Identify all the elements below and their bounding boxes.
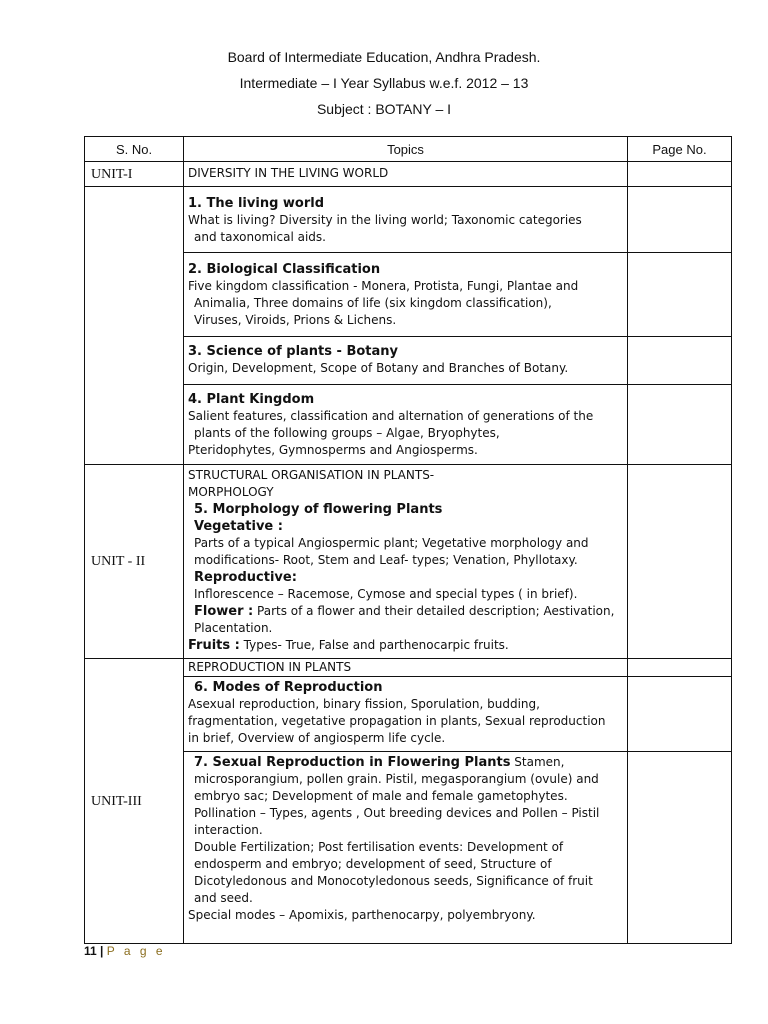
topic-text: plants of the following groups – Algae, Bryophytes, xyxy=(194,426,500,440)
table-row xyxy=(85,659,732,677)
topic-text: Special modes – Apomixis, parthenocarpy, polyembryony. xyxy=(188,908,536,922)
topic-text: and seed. xyxy=(194,891,253,905)
topic-text: Parts of a flower and their detailed description; Aestivation, xyxy=(253,604,615,618)
page-footer xyxy=(84,944,166,958)
topic-text: in brief, Overview of angiosperm life cycle. xyxy=(188,731,446,745)
unit-label: UNIT-III xyxy=(85,659,184,944)
page-number: 11 | xyxy=(84,944,104,958)
topic-title: 6. Modes of Reproduction xyxy=(194,680,383,695)
topic-text: Salient features, classification and alternation of generations of the xyxy=(188,409,594,423)
topic-text xyxy=(188,603,623,620)
topic-text: Asexual reproduction, binary fission, Sporulation, budding, xyxy=(188,697,540,711)
topic-text: Dicotyledonous and Monocotyledonous seeds, Significance of fruit xyxy=(194,874,593,888)
topic-text xyxy=(188,637,623,654)
topic-text: embryo sac; Development of male and female gametophytes. xyxy=(194,789,568,803)
table-row xyxy=(85,162,732,187)
section-title: MORPHOLOGY xyxy=(188,485,274,499)
topic-text: Double Fertilization; Post fertilisation events: Development of xyxy=(194,840,564,854)
page-cell xyxy=(628,337,732,385)
topic-text: Viruses, Viroids, Prions & Lichens. xyxy=(194,313,397,327)
topic-title: 4. Plant Kingdom xyxy=(188,392,315,407)
topic-title: 5. Morphology of flowering Plants xyxy=(194,502,443,517)
page-cell xyxy=(628,162,732,187)
topic-text: Five kingdom classification - Monera, Protista, Fungi, Plantae and xyxy=(188,279,579,293)
topic-cell xyxy=(184,752,628,944)
section-title: STRUCTURAL ORGANISATION IN PLANTS- xyxy=(188,468,435,482)
subheading: Vegetative : xyxy=(194,519,283,534)
table-row xyxy=(85,187,732,253)
page-cell xyxy=(628,187,732,253)
topic-cell xyxy=(184,465,628,659)
topics-header: Topics xyxy=(184,137,628,162)
topic-text: Origin, Development, Scope of Botany and Branches of Botany. xyxy=(188,361,569,375)
topic-text: endosperm and embryo; development of seed, Structure of xyxy=(194,857,552,871)
topic-title: 7. Sexual Reproduction in Flowering Plants xyxy=(194,755,511,770)
topic-text: interaction. xyxy=(194,823,263,837)
topic-text: Parts of a typical Angiospermic plant; Vegetative morphology and xyxy=(194,536,589,550)
topic-cell xyxy=(184,385,628,465)
page-cell xyxy=(628,677,732,752)
table-row xyxy=(85,465,732,659)
page-word: P a g e xyxy=(106,944,166,958)
syllabus-title: Intermediate – I Year Syllabus w.e.f. 2012 – 13 xyxy=(239,75,529,91)
topic-cell xyxy=(184,677,628,752)
topic-text: modifications- Root, Stem and Leaf- types; Venation, Phyllotaxy. xyxy=(194,553,578,567)
syllabus-table xyxy=(84,136,732,944)
topic-text: Animalia, Three domains of life (six kingdom classification), xyxy=(194,296,552,310)
page-header: Page No. xyxy=(628,137,732,162)
topic-text: Stamen, xyxy=(510,755,565,769)
table-header-row xyxy=(85,137,732,162)
topic-text: microsporangium, pollen grain. Pistil, megasporangium (ovule) and xyxy=(194,772,599,786)
unit-cell-empty xyxy=(85,187,184,465)
section-title: REPRODUCTION IN PLANTS xyxy=(184,659,628,677)
topic-title: 3. Science of plants - Botany xyxy=(188,344,399,359)
topic-text: Pollination – Types, agents , Out breeding devices and Pollen – Pistil xyxy=(194,806,600,820)
topic-cell xyxy=(184,337,628,385)
page-cell xyxy=(628,659,732,677)
subheading: Fruits : xyxy=(188,638,240,653)
topic-text: What is living? Diversity in the living world; Taxonomic categories xyxy=(188,213,582,227)
topic-text: Pteridophytes, Gymnosperms and Angiosperms. xyxy=(188,443,478,457)
section-title: DIVERSITY IN THE LIVING WORLD xyxy=(184,162,628,187)
page-cell xyxy=(628,465,732,659)
topic-text xyxy=(188,754,623,771)
unit-label: UNIT - II xyxy=(85,465,184,659)
page-cell xyxy=(628,752,732,944)
subheading: Flower : xyxy=(194,604,254,619)
topic-text: fragmentation, vegetative propagation in plants, Sexual reproduction xyxy=(188,714,606,728)
sno-header: S. No. xyxy=(85,137,184,162)
page-cell xyxy=(628,385,732,465)
topic-title: 1. The living world xyxy=(188,196,325,211)
page-cell xyxy=(628,253,732,337)
subject-title: Subject : BOTANY – I xyxy=(316,101,452,117)
topic-cell xyxy=(184,253,628,337)
board-title: Board of Intermediate Education, Andhra Pradesh. xyxy=(227,49,541,65)
subheading: Reproductive: xyxy=(194,570,297,585)
topic-text: Inflorescence – Racemose, Cymose and special types ( in brief). xyxy=(194,587,578,601)
unit-label: UNIT-I xyxy=(85,162,184,187)
topic-cell xyxy=(184,187,628,253)
document-header xyxy=(0,44,768,122)
topic-text: Placentation. xyxy=(194,621,273,635)
topic-title: 2. Biological Classification xyxy=(188,262,381,277)
topic-text: and taxonomical aids. xyxy=(194,230,326,244)
topic-text: Types- True, False and parthenocarpic fruits. xyxy=(239,638,509,652)
